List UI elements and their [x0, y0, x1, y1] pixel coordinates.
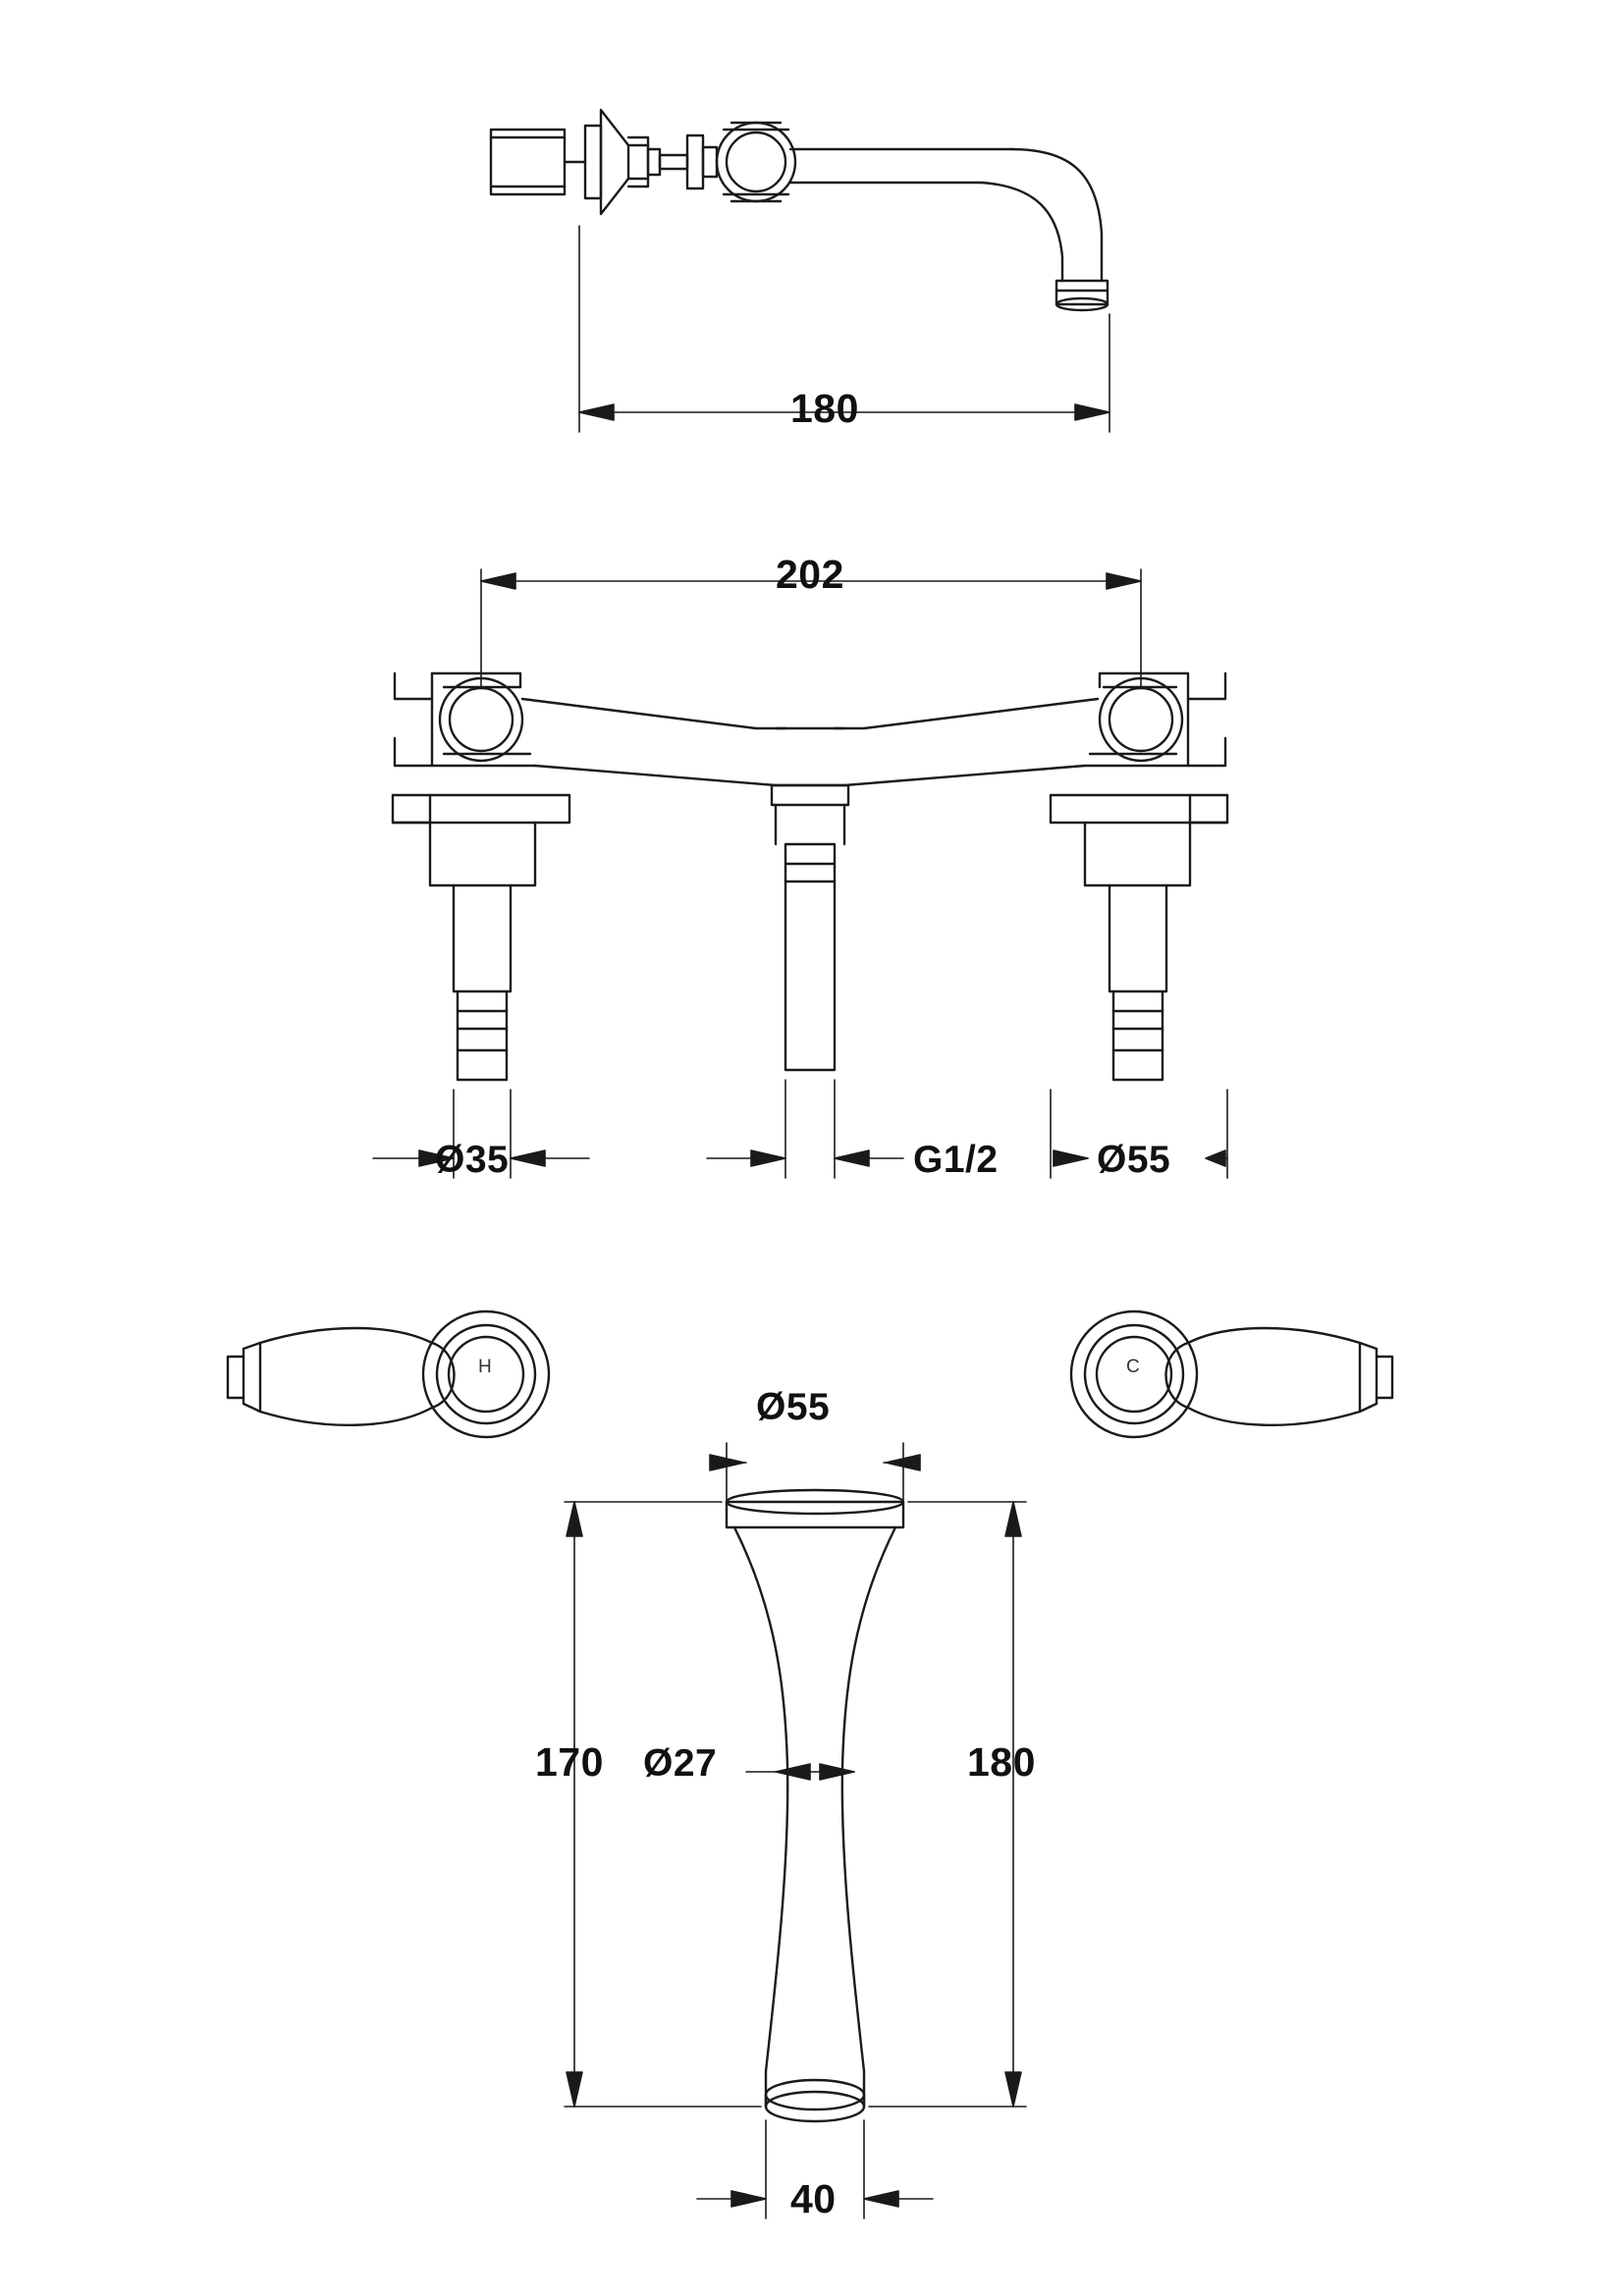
view-handles-spout-geometry: [228, 1311, 1392, 2121]
dim-180-bot-lines: [869, 1502, 1026, 2107]
dimension-label-d55-spout: Ø55: [756, 1386, 831, 1428]
dimension-label-180-bottom: 180: [967, 1739, 1036, 1785]
handle-hot-letter: H: [478, 1357, 492, 1377]
dimension-label-d35: Ø35: [435, 1139, 510, 1181]
dim-d27-lines: [746, 1764, 854, 1780]
handle-cold-letter: C: [1126, 1357, 1140, 1377]
dimension-label-180-top: 180: [790, 386, 859, 431]
dimension-label-d27: Ø27: [643, 1742, 718, 1785]
dimension-label-40: 40: [790, 2176, 837, 2221]
view-body-plan-geometry: [393, 569, 1227, 1080]
view-top-spout-geometry: [491, 110, 1108, 310]
dim-d55b-lines: [710, 1443, 920, 1500]
dim-170-lines: [565, 1502, 761, 2107]
dimension-label-170: 170: [535, 1739, 604, 1785]
dimension-label-d55-plan: Ø55: [1097, 1139, 1171, 1181]
dim-g12-lines: [707, 1080, 903, 1178]
dimension-label-202: 202: [776, 552, 844, 597]
dimension-label-g12: G1/2: [913, 1139, 999, 1181]
